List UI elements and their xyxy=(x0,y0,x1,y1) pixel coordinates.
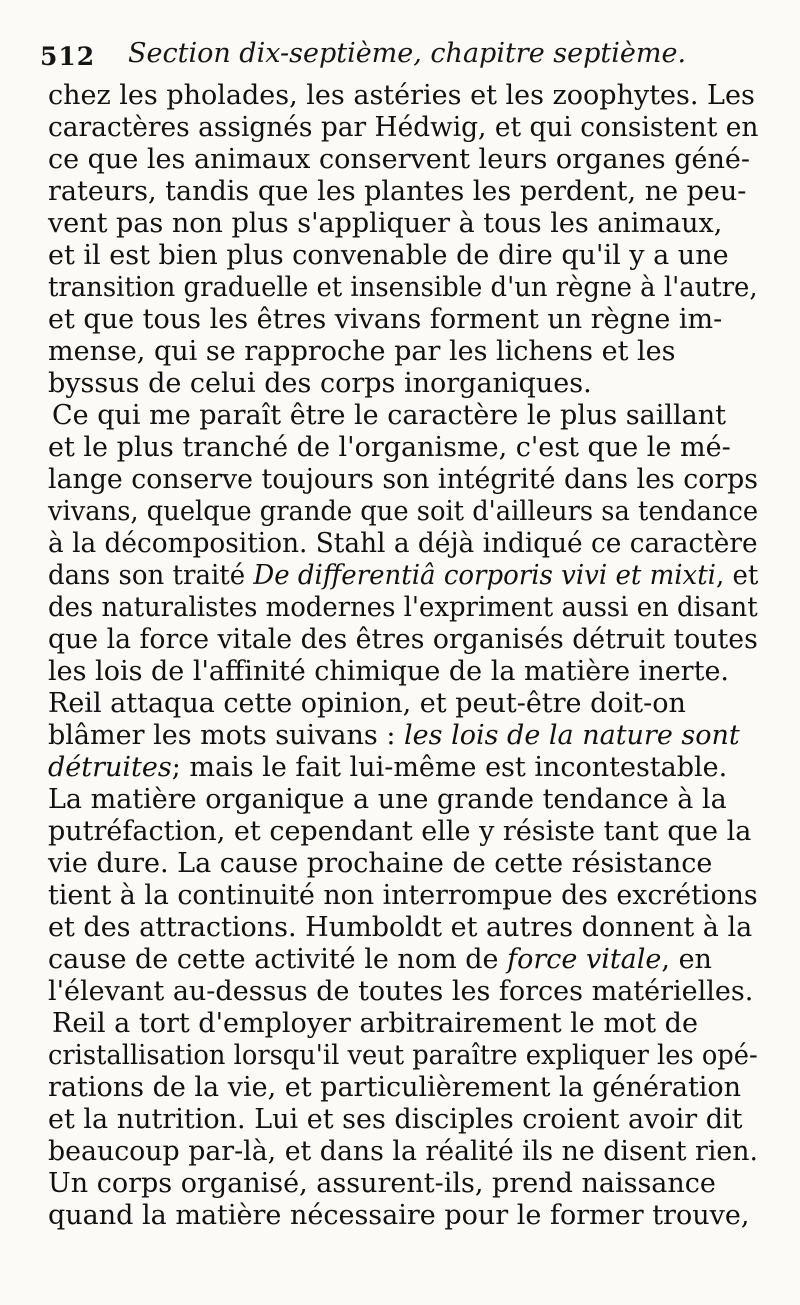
text-line xyxy=(48,1008,758,1040)
text-line xyxy=(48,368,758,400)
text-segment: La matière organique a une grande tendance à la xyxy=(48,784,727,815)
text-line xyxy=(48,592,758,624)
text-line xyxy=(48,656,758,688)
text-line xyxy=(48,496,759,528)
text-segment: Reil attaqua cette opinion, et peut-être doit-on xyxy=(48,688,686,719)
text-segment: , et xyxy=(716,560,759,591)
text-segment: que la force vitale des êtres organisés détruit toutes xyxy=(48,624,758,655)
text-segment: à la décomposition. Stahl a déjà indiqué ce caractère xyxy=(48,528,758,559)
text-segment: ; mais le fait lui-même est incontestable. xyxy=(171,752,728,783)
text-segment: blâmer les mots suivans : xyxy=(48,720,405,751)
text-segment: cristallisation lorsqu'il veut paraître expliquer les opé- xyxy=(48,1040,758,1071)
text-segment: transition graduelle et insensible d'un règne à l'autre, xyxy=(48,272,758,303)
text-segment: Reil a tort d'employer arbitrairement le mot de xyxy=(52,1008,698,1039)
text-line xyxy=(48,912,758,944)
text-segment: vent pas non plus s'appliquer à tous les animaux, xyxy=(48,208,723,239)
body-text xyxy=(48,80,758,1232)
text-line xyxy=(48,976,758,1008)
text-line xyxy=(48,528,758,560)
text-segment: et la nutrition. Lui et ses disciples croient avoir dit xyxy=(48,1104,743,1135)
text-segment: et que tous les êtres vivans forment un règne im- xyxy=(48,304,723,335)
text-line xyxy=(48,464,759,496)
running-head: Section dix-septième, chapitre septième. xyxy=(128,38,687,69)
text-line xyxy=(48,752,758,784)
text-line xyxy=(48,560,759,592)
text-segment: beaucoup par-là, et dans la réalité ils ne disent rien. xyxy=(48,1136,759,1167)
text-segment: Un corps organisé, assurent-ils, prend naissance xyxy=(48,1168,716,1199)
text-segment: , en xyxy=(661,944,712,975)
italic-text: force vitale xyxy=(507,944,662,975)
text-segment: ce que les animaux conservent leurs organes géné- xyxy=(48,144,750,175)
text-line xyxy=(48,1072,758,1104)
text-line xyxy=(48,720,758,752)
text-line xyxy=(48,688,758,720)
italic-text: les lois de la nature sont xyxy=(404,720,740,751)
text-segment: des naturalistes modernes l'expriment aussi en disant xyxy=(48,592,758,623)
text-line xyxy=(48,1040,758,1072)
text-segment: les lois de l'affinité chimique de la matière inerte. xyxy=(48,656,729,687)
text-line xyxy=(48,432,758,464)
text-line xyxy=(48,80,758,112)
text-line xyxy=(48,176,758,208)
italic-text: détruites xyxy=(48,752,172,783)
text-segment: byssus de celui des corps inorganiques. xyxy=(48,368,592,399)
text-segment: rations de la vie, et particulièrement la génération xyxy=(48,1072,742,1103)
text-segment: vivans, quelque grande que soit d'ailleurs sa tendance xyxy=(48,496,759,527)
text-line xyxy=(48,208,758,240)
text-segment: dans son traité xyxy=(48,560,254,591)
text-segment: mense, qui se rapproche par les lichens et les xyxy=(48,336,676,367)
text-line xyxy=(48,240,758,272)
text-segment: quand la matière nécessaire pour le former trouve, xyxy=(48,1200,750,1231)
text-segment: l'élevant au-dessus de toutes les forces matérielles. xyxy=(48,976,754,1007)
text-line xyxy=(48,144,758,176)
text-line xyxy=(48,624,758,656)
text-line xyxy=(48,272,758,304)
text-line xyxy=(48,880,758,912)
text-segment: et le plus tranché de l'organisme, c'est que le mé- xyxy=(48,432,731,463)
text-line xyxy=(48,944,758,976)
text-segment: tient à la continuité non interrompue des excrétions xyxy=(48,880,758,911)
text-segment: rateurs, tandis que les plantes les perdent, ne peu- xyxy=(48,176,747,207)
text-segment: caractères assignés par Hédwig, et qui consistent en xyxy=(48,112,759,143)
text-line xyxy=(48,816,758,848)
italic-text: De differentiâ corporis vivi et mixti xyxy=(253,560,717,591)
text-segment: et il est bien plus convenable de dire qu'il y a une xyxy=(48,240,729,271)
text-line xyxy=(48,1168,758,1200)
text-line xyxy=(48,1104,758,1136)
text-line xyxy=(48,1136,759,1168)
text-segment: cause de cette activité le nom de xyxy=(48,944,508,975)
page-header xyxy=(40,38,760,78)
text-segment: lange conserve toujours son intégrité dans les corps xyxy=(48,464,759,495)
text-line xyxy=(48,784,758,816)
page-number: 512 xyxy=(40,42,96,71)
text-segment: chez les pholades, les astéries et les zoophytes. Les xyxy=(48,80,755,111)
text-segment: vie dure. La cause prochaine de cette résistance xyxy=(48,848,713,879)
text-segment: Ce qui me paraît être le caractère le plus saillant xyxy=(52,400,726,431)
text-line xyxy=(48,304,758,336)
text-line xyxy=(48,400,758,432)
text-line xyxy=(48,112,759,144)
text-line xyxy=(48,1200,758,1232)
text-line xyxy=(48,848,758,880)
text-segment: et des attractions. Humboldt et autres donnent à la xyxy=(48,912,753,943)
text-segment: putréfaction, et cependant elle y résiste tant que la xyxy=(48,816,752,847)
text-line xyxy=(48,336,758,368)
